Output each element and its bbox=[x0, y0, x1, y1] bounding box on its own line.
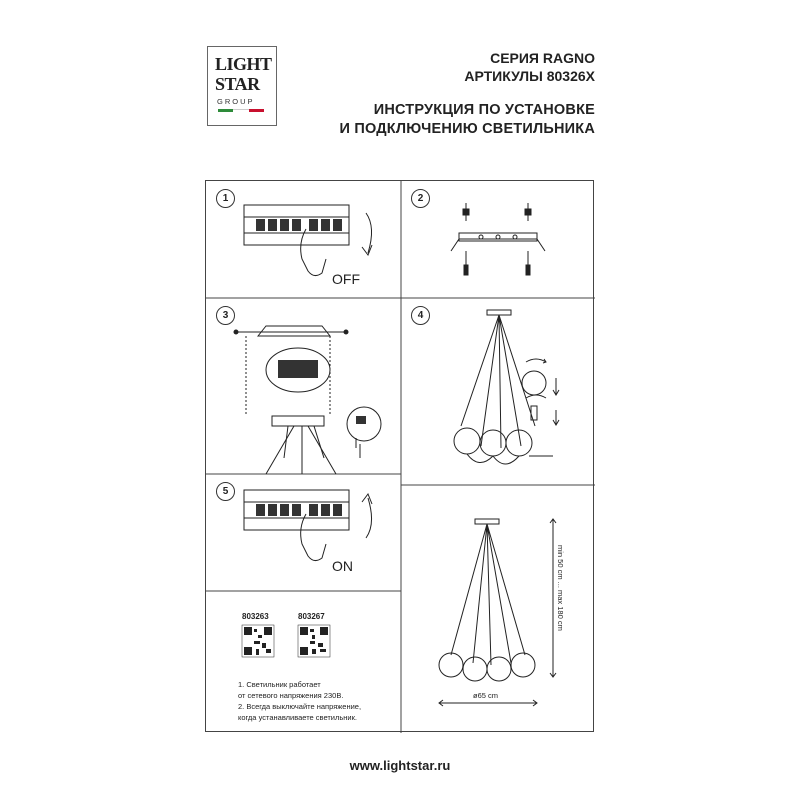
step-1-number: 1 bbox=[216, 189, 235, 208]
website-link[interactable]: www.lightstar.ru bbox=[349, 758, 451, 773]
qr-code-icon-1 bbox=[242, 625, 274, 657]
logo-text-group: GROUP bbox=[217, 97, 255, 106]
logo-text-star: STAR bbox=[215, 74, 260, 94]
qr-code-icon-2 bbox=[298, 625, 330, 657]
step-5-on-label: ON bbox=[332, 558, 353, 574]
notes-block bbox=[238, 679, 361, 723]
height-dimension-label: min 50 cm ... max 180 cm bbox=[556, 545, 565, 631]
note-line-1: 1. Светильник работает bbox=[238, 680, 321, 689]
step-1-off-label: OFF bbox=[332, 271, 360, 287]
globe-assembly-icon bbox=[401, 298, 595, 485]
step-4-number: 4 bbox=[411, 306, 430, 325]
instruction-title-line2: И ПОДКЛЮЧЕНИЮ СВЕТИЛЬНИКА bbox=[339, 121, 595, 137]
step-5-number: 5 bbox=[216, 482, 235, 501]
diameter-dimension-label: ø65 cm bbox=[473, 691, 499, 700]
dimensions-panel bbox=[401, 485, 595, 733]
note-line-2: от сетевого напряжения 230В. bbox=[238, 691, 344, 700]
instruction-title-line1: ИНСТРУКЦИЯ ПО УСТАНОВКЕ bbox=[373, 102, 595, 118]
brand-logo bbox=[207, 46, 277, 126]
instruction-sheet bbox=[205, 180, 594, 732]
step-3-panel bbox=[206, 298, 401, 474]
info-panel bbox=[206, 591, 401, 733]
note-line-3: 2. Всегда выключайте напряжение, bbox=[238, 702, 362, 711]
articles-title: АРТИКУЛЫ 80326X bbox=[464, 68, 595, 84]
step-2-panel bbox=[401, 181, 595, 298]
wiring-connection-icon bbox=[206, 298, 401, 474]
step-2-number: 2 bbox=[411, 189, 430, 208]
qr-code-label-1: 803263 bbox=[242, 612, 269, 621]
breaker-panel-on-icon bbox=[206, 474, 401, 591]
logo-flag-stripe bbox=[218, 109, 264, 112]
series-title: СЕРИЯ RAGNO bbox=[490, 50, 595, 66]
logo-text-light: LIGHT bbox=[215, 54, 272, 74]
step-5-panel bbox=[206, 474, 401, 591]
step-1-panel bbox=[206, 181, 401, 298]
qr-code-label-2: 803267 bbox=[298, 612, 325, 621]
breaker-panel-off-icon bbox=[206, 181, 401, 298]
step-4-panel bbox=[401, 298, 595, 485]
note-line-4: когда устанавливаете светильник. bbox=[238, 713, 357, 722]
mounting-bracket-icon bbox=[401, 181, 595, 298]
step-3-number: 3 bbox=[216, 306, 235, 325]
